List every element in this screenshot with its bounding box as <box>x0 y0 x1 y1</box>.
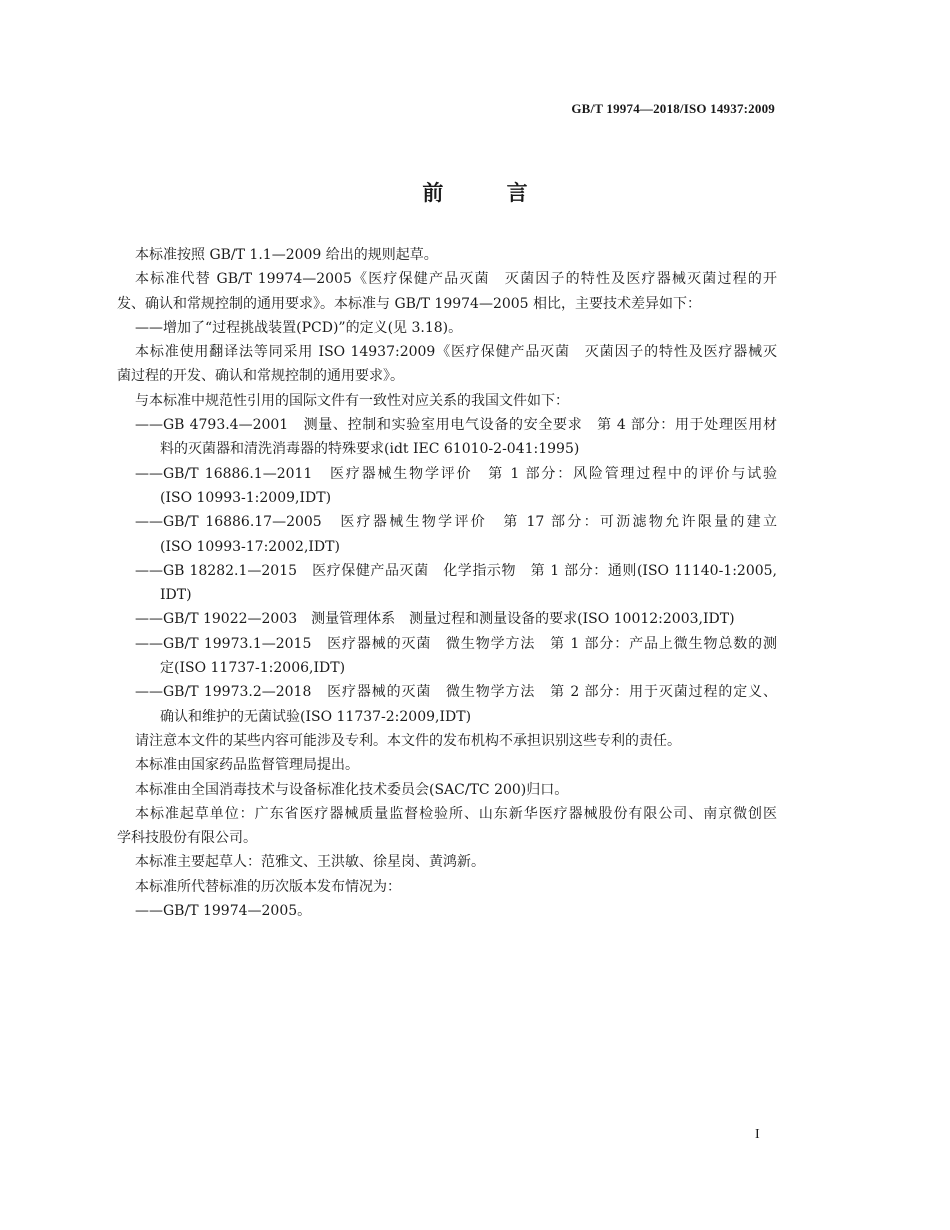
text-line: ——GB/T 19022—2003 测量管理体系 测量过程和测量设备的要求(ISO 10012:2003,IDT) <box>135 611 735 628</box>
text-line: IDT) <box>160 587 192 604</box>
paragraph <box>117 729 777 753</box>
paragraph <box>117 875 777 899</box>
text-line: 本标准所代替标准的历次版本发布情况为： <box>135 878 401 895</box>
list-item <box>117 680 777 729</box>
text-line: (ISO 10993-17:2002,IDT) <box>160 538 340 555</box>
text-line: ——GB 18282.1—2015 医疗保健产品灭菌 化学指示物 第 1 部分：通则(ISO 11140-1:2005, <box>135 562 777 579</box>
paragraph <box>117 850 777 874</box>
text-line: 请注意本文件的某些内容可能涉及专利。本文件的发布机构不承担识别这些专利的责任。 <box>135 732 681 749</box>
list-item <box>117 899 777 923</box>
text-line: ——GB/T 19973.1—2015 医疗器械的灭菌 微生物学方法 第 1 部分：产品上微生物总数的测 <box>135 635 777 652</box>
paragraph <box>117 267 777 316</box>
text-line: 本标准由国家药品监督管理局提出。 <box>135 757 359 774</box>
text-line: ——GB/T 19974—2005。 <box>135 903 312 920</box>
text-line: 本标准由全国消毒技术与设备标准化技术委员会(SAC/TC 200)归口。 <box>135 781 569 798</box>
text-line: 本标准代替 GB/T 19974—2005《医疗保健产品灭菌 灭菌因子的特性及医疗器械灭菌过程的开 <box>135 271 777 288</box>
text-line: 菌过程的开发、确认和常规控制的通用要求》。 <box>117 368 404 385</box>
page-title: 前 言 <box>422 180 556 205</box>
text-line: 与本标准中规范性引用的国际文件有一致性对应关系的我国文件如下： <box>135 392 569 409</box>
list-item <box>117 316 777 340</box>
list-item <box>117 510 777 559</box>
text-line: 确认和维护的无菌试验(ISO 11737-2:2009,IDT) <box>160 708 472 725</box>
text-line: (ISO 10993-1:2009,IDT) <box>160 489 332 506</box>
text-line: 定(ISO 11737-1:2006,IDT) <box>160 660 346 677</box>
text-line: 学科技股份有限公司。 <box>117 830 257 847</box>
text-line: ——GB 4793.4—2001 测量、控制和实验室用电气设备的安全要求 第 4 部分：用于处理医用材 <box>135 417 777 434</box>
page-number: I <box>755 1127 760 1142</box>
list-item <box>117 413 777 462</box>
document-body <box>117 243 777 923</box>
paragraph <box>117 778 777 802</box>
paragraph <box>117 340 777 389</box>
text-line: ——GB/T 16886.17—2005 医疗器械生物学评价 第 17 部分：可沥滤物允许限量的建立 <box>135 514 777 531</box>
text-line: ——GB/T 16886.1—2011 医疗器械生物学评价 第 1 部分：风险管理过程中的评价与试验 <box>135 465 777 482</box>
list-item <box>117 462 777 511</box>
text-line: 本标准起草单位：广东省医疗器械质量监督检验所、山东新华医疗器械股份有限公司、南京微创医 <box>135 805 777 822</box>
text-line: 发、确认和常规控制的通用要求》。本标准与 GB/T 19974—2005 相比，主要技术差异如下： <box>117 295 702 312</box>
text-line: 料的灭菌器和清洗消毒器的特殊要求(idt IEC 61010-2-041:1995) <box>160 441 580 458</box>
text-line: ——GB/T 19973.2—2018 医疗器械的灭菌 微生物学方法 第 2 部分：用于灭菌过程的定义、 <box>135 684 777 701</box>
paragraph <box>117 389 777 413</box>
text-line: 本标准主要起草人：范雅文、王洪敏、徐星岗、黄鸿新。 <box>135 854 485 871</box>
paragraph <box>117 243 777 267</box>
list-item <box>117 559 777 608</box>
text-line: ——增加了“过程挑战装置(PCD)”的定义(见 3.18)。 <box>135 319 463 336</box>
text-line: 本标准使用翻译法等同采用 ISO 14937:2009《医疗保健产品灭菌 灭菌因子的特性及医疗器械灭 <box>135 344 777 361</box>
list-item <box>117 632 777 681</box>
paragraph <box>117 802 777 851</box>
paragraph <box>117 753 777 777</box>
list-item <box>117 607 777 631</box>
standard-number-header: GB/T 19974—2018/ISO 14937:2009 <box>571 101 775 116</box>
text-line: 本标准按照 GB/T 1.1—2009 给出的规则起草。 <box>135 247 438 263</box>
